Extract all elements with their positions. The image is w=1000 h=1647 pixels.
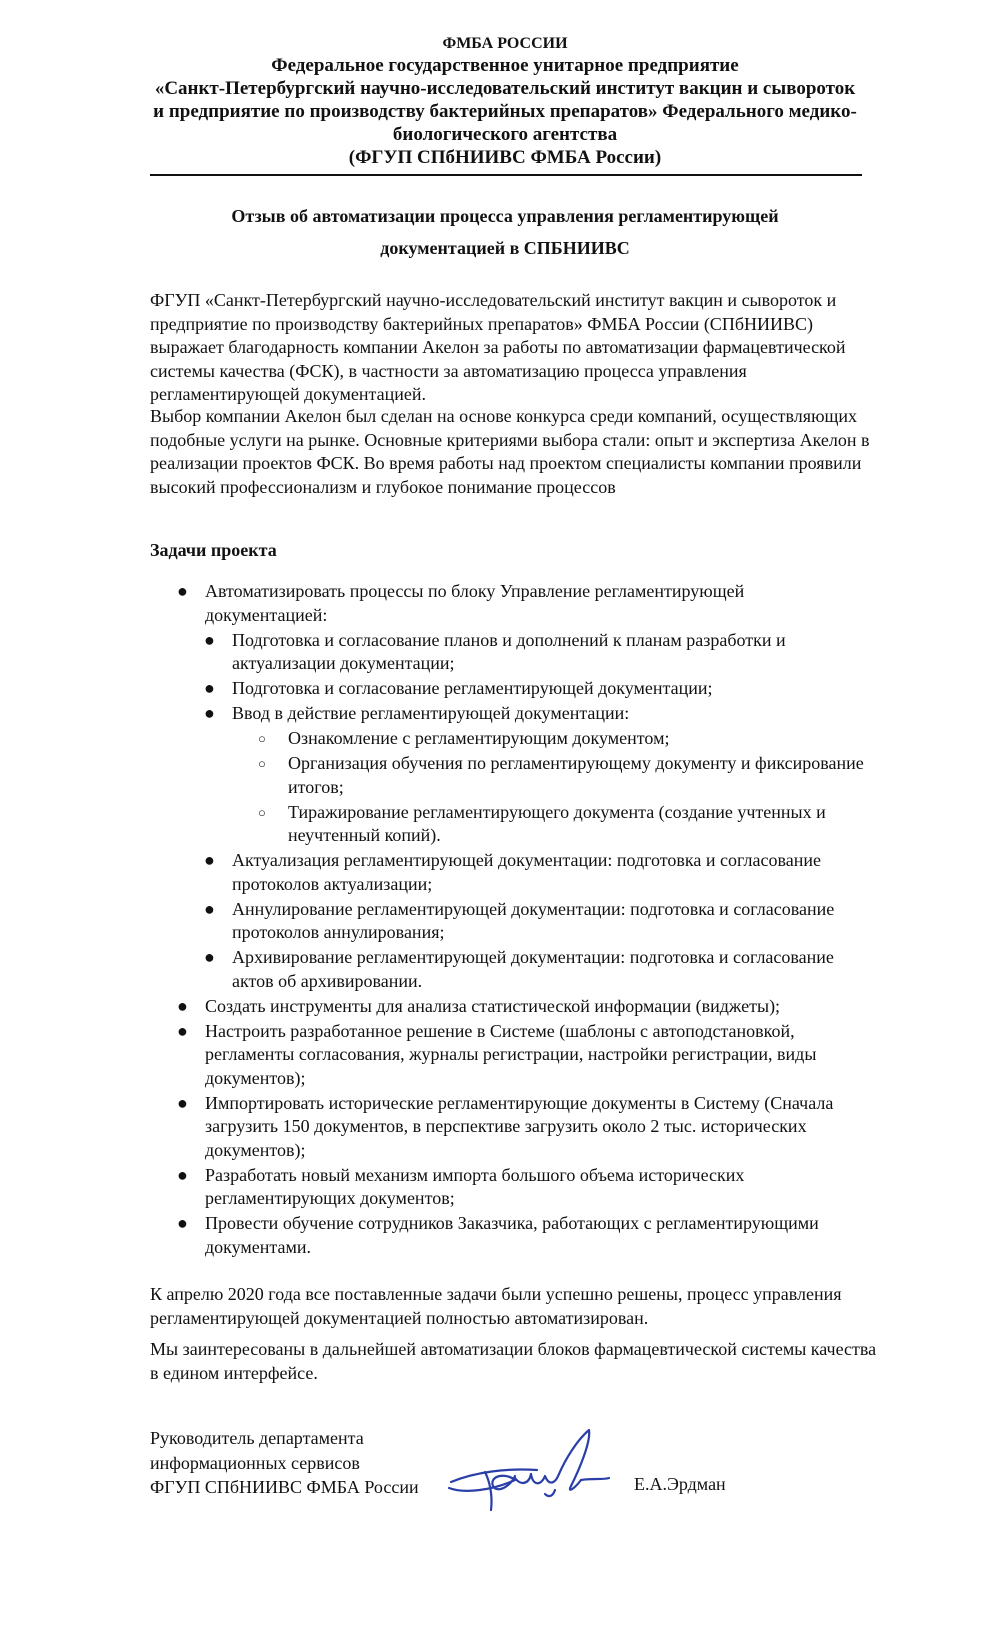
task-item [150, 898, 870, 945]
header-divider [150, 174, 862, 176]
signatory-position-2: информационных сервисов [150, 1453, 360, 1473]
task-item [150, 677, 870, 701]
task-item-text: Тиражирование регламентирующего документа (создание учтенных и неучтенный копий). [288, 801, 826, 845]
task-item [150, 1020, 870, 1091]
task-item [150, 702, 870, 726]
task-item [150, 727, 870, 751]
hollow-bullet-icon: ○ [258, 731, 266, 746]
tasks-list [150, 580, 870, 1261]
task-item [150, 946, 870, 993]
hollow-bullet-icon: ○ [258, 804, 266, 820]
letterhead-abbreviation: (ФГУП СПбНИИВС ФМБА России) [348, 147, 662, 168]
bullet-icon: ● [204, 850, 215, 870]
task-item [150, 849, 870, 896]
letterhead-org-name-2: и предприятие по производству бактерийных препаратов» Федерального медико- [153, 101, 857, 122]
signatory-organization: ФГУП СПбНИИВС ФМБА России [150, 1477, 419, 1497]
task-item [150, 801, 870, 848]
letterhead-org-name-1: «Санкт-Петербургский научно-исследовательский институт вакцин и сывороток [154, 78, 856, 99]
document-title-line-1: Отзыв об автоматизации процесса управления регламентирующей [231, 206, 779, 226]
task-item-text: Ввод в действие регламентирующей документации: [232, 703, 630, 723]
letterhead [150, 34, 860, 169]
signatory-position-1: Руководитель департамента [150, 1428, 364, 1448]
task-item-text: Архивирование регламентирующей документации: подготовка и согласование актов об архивировании. [232, 947, 834, 991]
task-item-text: Автоматизировать процессы по блоку Управление регламентирующей документацией: [205, 581, 745, 625]
task-item-text: Подготовка и согласование регламентирующей документации; [232, 678, 713, 698]
letterhead-agency: ФМБА РОССИИ [442, 35, 568, 52]
task-item [150, 1164, 870, 1211]
task-item [150, 629, 870, 676]
task-item-text: Провести обучение сотрудников Заказчика, работающих с регламентирующими документами. [205, 1213, 819, 1257]
task-item-text: Настроить разработанное решение в Системе (шаблоны с автоподстановкой, регламенты согласования, журналы регистрации, настройки регистрации, виды документов); [205, 1020, 817, 1088]
tasks-heading: Задачи проекта [150, 540, 277, 560]
bullet-icon: ● [204, 947, 215, 967]
bullet-icon: ● [177, 1092, 188, 1113]
intro-paragraph: ФГУП «Санкт-Петербургский научно-исследовательский институт вакцин и сывороток и предприятие по производству бактерийных препаратов» ФМБА России (СПбНИИВС) выражает благодарность компании Акелон за работы по автоматизации фармацевтической системы качества (ФСК), в частности за автоматизацию процесса управления регламентирующей документацией. [150, 290, 846, 404]
bullet-icon: ● [177, 995, 188, 1016]
bullet-icon: ● [177, 1020, 188, 1041]
bullet-icon: ● [204, 629, 215, 650]
task-item [150, 995, 870, 1019]
task-item-text: Аннулирование регламентирующей документации: подготовка и согласование протоколов аннулирования; [232, 898, 835, 942]
choice-paragraph: Выбор компании Акелон был сделан на основе конкурса среди компаний, осуществляющих подобные услуги на рынке. Основные критериями выбора стали: опыт и экспертиза Акелон в реализации проектов ФСК. Во время работы над проектом специалисты компании проявили высокий профессионализм и глубокое понимание процессов [150, 406, 870, 497]
interest-paragraph: Мы заинтересованы в дальнейшей автоматизации блоков фармацевтической системы качества в едином интерфейсе. [150, 1339, 877, 1383]
bullet-icon: ● [177, 1213, 188, 1233]
document-title [150, 200, 860, 264]
letterhead-org-name-3: биологического агентства [392, 124, 618, 145]
bullet-icon: ● [204, 703, 215, 723]
task-item-text: Ознакомление с регламентирующим документом; [288, 728, 670, 748]
handwritten-signature [445, 1424, 620, 1519]
task-item-text: Создать инструменты для анализа статистической информации (виджеты); [205, 995, 781, 1016]
task-item-text: Организация обучения по регламентирующему документу и фиксирование итогов; [288, 753, 864, 797]
bullet-icon: ● [177, 581, 188, 601]
task-item [150, 1212, 870, 1259]
bullet-icon: ● [177, 1164, 188, 1185]
task-item-text: Импортировать исторические регламентирующие документы в Систему (Сначала загрузить 150 документов, в перспективе загрузить около 2 тыс. исторических документов); [205, 1092, 834, 1160]
task-item [150, 752, 870, 799]
task-item [150, 1092, 870, 1163]
bullet-icon: ● [204, 678, 215, 698]
task-item [150, 580, 870, 627]
result-paragraph: К апрелю 2020 года все поставленные задачи были успешно решены, процесс управления регламентирующей документацией полностью автоматизирован. [150, 1284, 842, 1328]
hollow-bullet-icon: ○ [258, 756, 266, 771]
letterhead-org-type: Федеральное государственное унитарное предприятие [271, 55, 739, 76]
task-item-text: Подготовка и согласование планов и дополнений к планам разработки и актуализации документации; [232, 629, 786, 673]
signatory-name: Е.А.Эрдман [634, 1474, 726, 1494]
task-item-text: Разработать новый механизм импорта большого объема исторических регламентирующих документов; [205, 1164, 745, 1208]
bullet-icon: ● [204, 898, 215, 919]
task-item-text: Актуализация регламентирующей документации: подготовка и согласование протоколов актуализации; [232, 850, 821, 894]
document-title-line-2: документацией в СПБНИИВС [380, 238, 630, 258]
